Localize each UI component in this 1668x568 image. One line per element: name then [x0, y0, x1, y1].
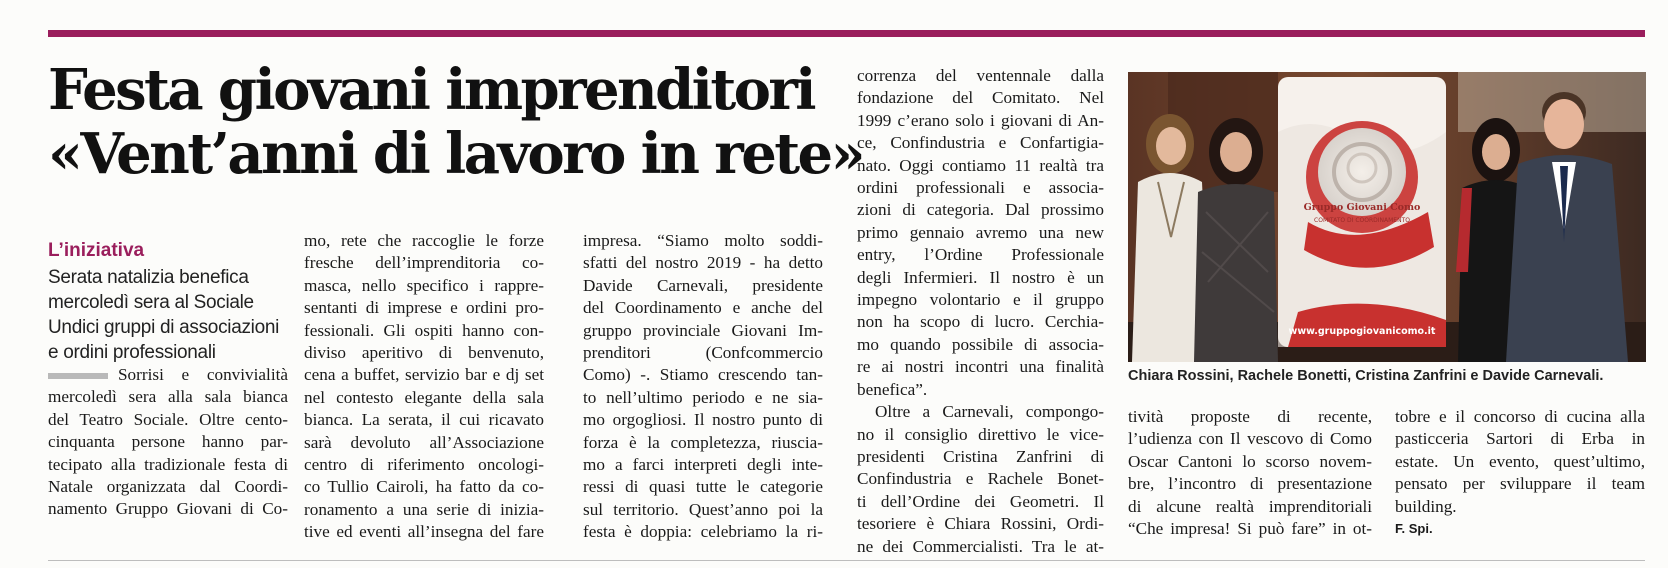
- column-line: correnza del ventennale dalla: [857, 66, 1104, 85]
- column-line: gruppo provinciale Giovani Im-: [583, 320, 823, 340]
- column-line: Davide Carnevali, presidente: [583, 275, 823, 295]
- column-line: estate. Un evento, quest’ultimo,: [1395, 451, 1645, 471]
- column-line: “Che impresa! Si può fare” in ot-: [1128, 519, 1372, 539]
- bottom-rule: [48, 560, 1645, 561]
- column-line: bianca. La serata, il cui ricavato: [304, 410, 544, 430]
- column-line: tobre e il concorso di cucina alla: [1395, 407, 1645, 426]
- column-line: mo, rete che raccoglie le forze: [304, 231, 544, 250]
- banner-title: Gruppo Giovani Como: [1303, 202, 1421, 213]
- column-line: sfatti del nostro 2019 - ha detto: [583, 253, 823, 273]
- column-line: re ai nostri incontri una finalità: [857, 357, 1104, 377]
- column-line: fondazione del Comitato. Nel: [857, 88, 1104, 108]
- column-line: forza è la completezza, riuscia-: [583, 432, 823, 452]
- article-column-5: [1128, 406, 1372, 540]
- subhead-line: Undici gruppi di associazioni: [48, 317, 280, 338]
- column-line: ordini professionali e associa-: [857, 178, 1104, 198]
- column-line: centro di riferimento oncologi-: [304, 455, 544, 475]
- article-column-3: [583, 230, 823, 544]
- column-line: Sorrisi e convivialità: [48, 364, 288, 386]
- column-line: nato. Oggi contiamo 11 realtà tra: [857, 155, 1104, 175]
- column-line: Natale organizzata dal Coordi-: [48, 477, 288, 497]
- headline: [48, 58, 868, 186]
- column-line: prenditori (Confcommercio: [583, 343, 823, 363]
- article-column-1: [48, 364, 288, 521]
- column-line: namento Gruppo Giovani di Co-: [48, 499, 288, 519]
- column-line: tesoriere è Chiara Rossini, Ordi-: [857, 514, 1104, 534]
- column-line: fresche dell’imprenditoria co-: [304, 253, 544, 273]
- column-line: fessionali. Gli ospiti hanno con-: [304, 320, 544, 340]
- column-line: cena a buffet, servizio bar e dj set: [304, 365, 544, 385]
- column-line: bre, l’incontro di presentazione: [1128, 474, 1372, 494]
- column-line: pensato per sviluppare il team: [1395, 474, 1645, 494]
- column-line: nel contesto elegante della sala: [304, 387, 544, 407]
- article-column-2: [304, 230, 544, 544]
- subhead-line: e ordini professionali: [48, 342, 216, 363]
- top-accent-bar: [48, 30, 1645, 37]
- column-line: l’udienza con Il vescovo di Como: [1128, 429, 1372, 449]
- column-line: diviso aperitivo di benvenuto,: [304, 343, 544, 363]
- subheadline: [48, 265, 288, 365]
- column-line: del Teatro Sociale. Oltre cento-: [48, 409, 288, 429]
- banner-url: www.gruppogiovanicomo.it: [1288, 326, 1436, 337]
- subhead-line: Serata natalizia benefica: [48, 267, 249, 288]
- column-line: degli Infermieri. Il nostro è un: [857, 267, 1104, 287]
- column-line: non ha scopo di lucro. Cerchia-: [857, 312, 1104, 332]
- column-line: tività proposte di recente,: [1128, 407, 1372, 426]
- section-kicker: L’iniziativa: [48, 240, 145, 261]
- column-line: no il consiglio direttivo le vice-: [857, 424, 1104, 444]
- column-line: building.: [1395, 496, 1457, 516]
- column-line: mo quando possibile di associa-: [857, 334, 1104, 354]
- event-photo: [1128, 72, 1646, 362]
- column-line: ressi di quasi tutte le categorie: [583, 477, 823, 497]
- column-line: impegno volontario e il gruppo: [857, 290, 1104, 310]
- column-line: sentanti di imprese e ordini pro-: [304, 298, 544, 318]
- column-line: co Tullio Cairoli, ha fatto da co-: [304, 477, 544, 497]
- column-line: festa è doppia: celebriamo la ri-: [583, 522, 823, 542]
- headline-line-1: Festa giovani imprenditori: [48, 57, 814, 123]
- column-line: ce, Confindustria e Confartigia-: [857, 133, 1104, 153]
- headline-line-2: «Vent’anni di lavoro in rete»: [48, 121, 863, 187]
- column-line: mo orgogliosi. Il nostro punto di: [583, 410, 823, 430]
- column-line: sul territorio. Quest’anno poi la: [583, 499, 823, 519]
- column-line: primo gennaio avremo una new: [857, 222, 1104, 242]
- column-line: ne dei Commercialisti. Tra le at-: [857, 536, 1104, 556]
- column-line: to nell’ultimo periodo e ne sia-: [583, 387, 823, 407]
- column-line: masca, nello specifico i rappre-: [304, 275, 544, 295]
- column-line: di alcune realtà imprenditoriali: [1128, 496, 1372, 516]
- column-line: sarà devoluto all’Associazione: [304, 432, 544, 452]
- column-line: cinquanta persone hanno par-: [48, 432, 288, 452]
- article-column-4: [857, 65, 1104, 558]
- photo-illustration: [1128, 72, 1646, 362]
- column-line: 1999 c’erano solo i giovani di An-: [857, 110, 1104, 130]
- column-line: mercoledì sera alla sala bianca: [48, 387, 288, 407]
- column-line: presidenti Cristina Zanfrini di: [857, 446, 1104, 466]
- banner-subtitle: COMITATO DI COORDINAMENTO: [1314, 217, 1410, 224]
- subhead-line: mercoledì sera al Sociale: [48, 292, 254, 313]
- column-line: Oltre a Carnevali, compongo-: [875, 402, 1104, 422]
- article-column-6: [1395, 406, 1645, 540]
- column-line: mo a farci interpreti degli inte-: [583, 455, 823, 475]
- author-signature: F. Spi.: [1395, 521, 1433, 537]
- column-line: Como) -. Stiamo crescendo tan-: [583, 365, 823, 385]
- column-line: Oscar Cantoni lo scorso novem-: [1128, 451, 1372, 471]
- column-line: entry, l’Ordine Professionale: [857, 245, 1104, 265]
- column-line: impresa. “Siamo molto soddi-: [583, 231, 823, 250]
- photo-caption: Chiara Rossini, Rachele Bonetti, Cristina Zanfrini e Davide Carnevali.: [1128, 368, 1604, 384]
- lead-dash: [48, 373, 108, 379]
- column-line: pasticceria Sartori di Erba in: [1395, 429, 1645, 449]
- column-line: Confindustria e Rachele Bonet-: [857, 469, 1104, 489]
- column-line: ronamento a una serie di inizia-: [304, 499, 544, 519]
- column-line: ti dell’Ordine dei Geometri. Il: [857, 491, 1104, 511]
- column-line: zioni di categoria. Dal prossimo: [857, 200, 1104, 220]
- column-line: benefica”.: [857, 379, 928, 399]
- column-line: tive ed eventi all’insegna del fare: [304, 522, 544, 542]
- column-line: tecipato alla tradizionale festa di: [48, 454, 288, 474]
- column-line: del Coordinamento e anche del: [583, 298, 823, 318]
